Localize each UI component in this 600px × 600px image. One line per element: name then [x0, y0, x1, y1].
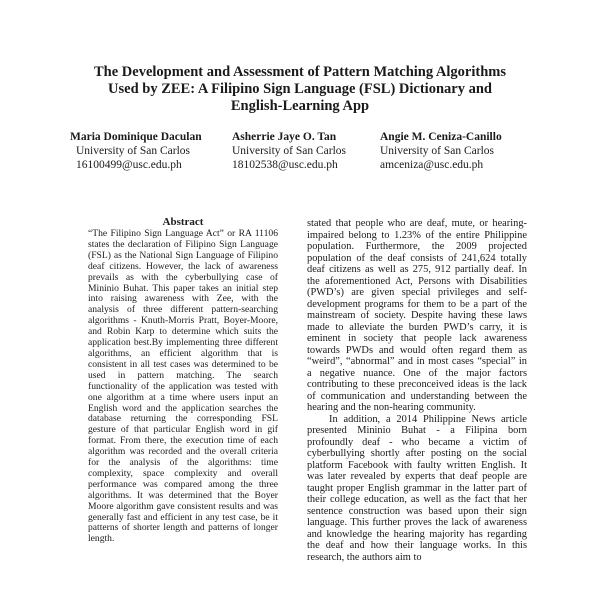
author-block [232, 130, 346, 172]
title-line: Used by ZEE: A Filipino Sign Language (FSL) Dictionary and [108, 81, 492, 97]
author-name: Maria Dominique Daculan [70, 131, 202, 143]
author-name: Asherrie Jaye O. Tan [232, 131, 337, 143]
body-paragraph: In addition, a 2014 Philippine News article presented Mininio Buhat - a Filipina born profoundly deaf - who became a victim of cyberbullying shortly after posting on the social platform Facebook with faulty written English. It was later revealed by experts that deaf people are taught proper English grammar in the latter part of their college education, as well as the fact that her sentence construction was based upon their sign language. This further proves the lack of awareness and knowledge the hearing majority has regarding the deaf and how their language works. In this research, the authors aim to [307, 413, 527, 563]
author-email: 16100499@usc.edu.ph [76, 159, 182, 171]
author-email: amceniza@usc.edu.ph [380, 159, 484, 171]
author-name: Angie M. Ceniza-Canillo [380, 131, 502, 143]
author-block [380, 130, 502, 172]
title-line: The Development and Assessment of Pattern Matching Algorithms [93, 64, 507, 80]
title-line: English-Learning App [230, 98, 370, 114]
author-email: 18102538@usc.edu.ph [232, 159, 338, 171]
author-block [70, 130, 202, 172]
body-paragraph: stated that people who are deaf, mute, or hearing-impaired belong to 1.23% of the entire Philippine population. Furthermore, the 2009 projected population of the deaf consists of 241,624 totally deaf citizens as well as 275, 912 partially deaf. In the aforementioned Act, Persons with Disabilities (PWD’s) are given special privileges and self-development programs for them to be a part of the mainstream of society. Despite having these laws made to alleviate the burden PWD’s carry, it is eminent in society that people lack awareness towards PWDs and would often regard them as “weird”, “abnormal” and in most cases “special” in a negative nuance. One of the major factors contributing to these preconceived ideas is the lack of communication and understanding between the hearing and the non-hearing community. [307, 218, 527, 413]
abstract-text: “The Filipino Sign Language Act” or RA 11106 states the declaration of Filipino Sign Language (FSL) as the National Sign Language of Filipino deaf citizens. However, the lack of awareness prevails as with the cyberbullying case of Mininio Buhat. This paper takes an initial step into raising awareness with Zee, with the analysis of three different pattern-searching algorithms - Knuth-Morris Pratt, Boyer-Moore, and Robin Karp to determine which suits the application best.By implementing three different algorithms, an efficient algorithm that is consistent in all test cases was determined to be used in pattern matching. The search functionality of the application was tested with one algorithm at a time where users input an English word and the application searches the database returning the corresponding FSL gesture of that particular English word in gif format. From there, the execution time of each algorithm was recorded and the overall criteria for the analysis of the algorithms: time complexity, space complexity and overall performance was compared among the three algorithms. It was determined that the Boyer Moore algorithm gave consistent results and was generally fast and efficient in any test case, be it patterns of shorter length and patterns of longer length. [88, 228, 278, 545]
abstract-column [88, 216, 278, 545]
author-affiliation: University of San Carlos [380, 145, 495, 157]
author-affiliation: University of San Carlos [76, 145, 191, 157]
paper-title [70, 64, 530, 115]
abstract-heading: Abstract [162, 216, 204, 228]
author-affiliation: University of San Carlos [232, 145, 347, 157]
body-column [307, 218, 527, 563]
